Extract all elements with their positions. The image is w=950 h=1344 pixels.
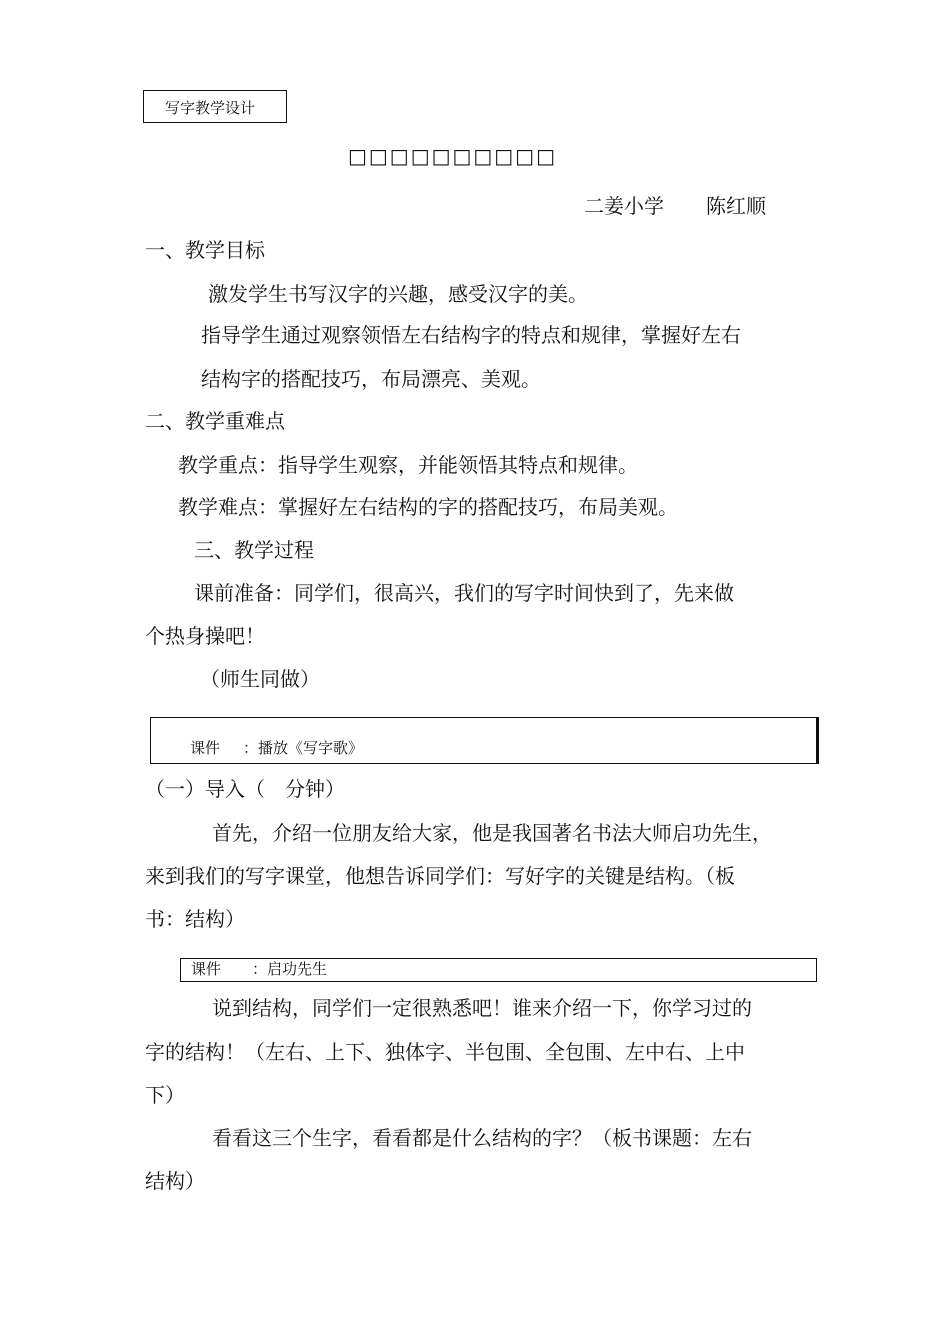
- body-p3-line-1: 看看这三个生字，看看都是什么结构的字？（板书课题：左右: [212, 1126, 752, 1150]
- body-p2-line-3: 下）: [145, 1083, 185, 1107]
- body-p3-line-2: 结构）: [145, 1169, 205, 1193]
- prep-line-1: 课前准备：同学们，很高兴，我们的写字时间快到了，先来做: [194, 581, 734, 605]
- courseware-2-content: ：启功先生: [252, 960, 328, 978]
- header-tag: 写字教学设计: [165, 99, 256, 117]
- header-tag-box: [143, 90, 287, 123]
- courseware-1-label: 课件: [190, 739, 221, 757]
- document-title: □□□□□□□□□□: [348, 144, 557, 168]
- intro-line-3: 书：结构）: [145, 907, 245, 931]
- intro-line-2: 来到我们的写字课堂，他想告诉同学们：写好字的关键是结构。（板: [145, 864, 735, 888]
- goal-line-3: 结构字的搭配技巧，布局漂亮、美观。: [201, 367, 541, 391]
- section-heading-key-points: 二、教学重难点: [145, 409, 285, 433]
- author-school: 二姜小学: [584, 194, 664, 218]
- intro-heading: （一）导入（ 分钟）: [145, 777, 345, 801]
- goal-line-2: 指导学生通过观察领悟左右结构字的特点和规律，掌握好左右: [201, 323, 741, 347]
- prep-line-2: 个热身操吧！: [145, 624, 265, 648]
- courseware-1-content: ：播放《写字歌》: [243, 739, 364, 757]
- intro-line-1: 首先，介绍一位朋友给大家，他是我国著名书法大师启功先生，: [212, 821, 772, 845]
- courseware-2-label: 课件: [191, 960, 222, 978]
- author-name: 陈红顺: [706, 194, 766, 218]
- difficult-point: 教学难点：掌握好左右结构的字的搭配技巧，布局美观。: [178, 495, 678, 519]
- prep-note: （师生同做）: [200, 667, 320, 691]
- body-p2-line-1: 说到结构，同学们一定很熟悉吧！谁来介绍一下，你学习过的: [212, 996, 752, 1020]
- goal-line-1: 激发学生书写汉字的兴趣，感受汉字的美。: [208, 282, 588, 306]
- section-heading-process: 三、教学过程: [194, 538, 314, 562]
- body-p2-line-2: 字的结构！（左右、上下、独体字、半包围、全包围、左中右、上中: [145, 1040, 745, 1064]
- key-point: 教学重点：指导学生观察，并能领悟其特点和规律。: [178, 453, 638, 477]
- section-heading-goals: 一、教学目标: [145, 238, 265, 262]
